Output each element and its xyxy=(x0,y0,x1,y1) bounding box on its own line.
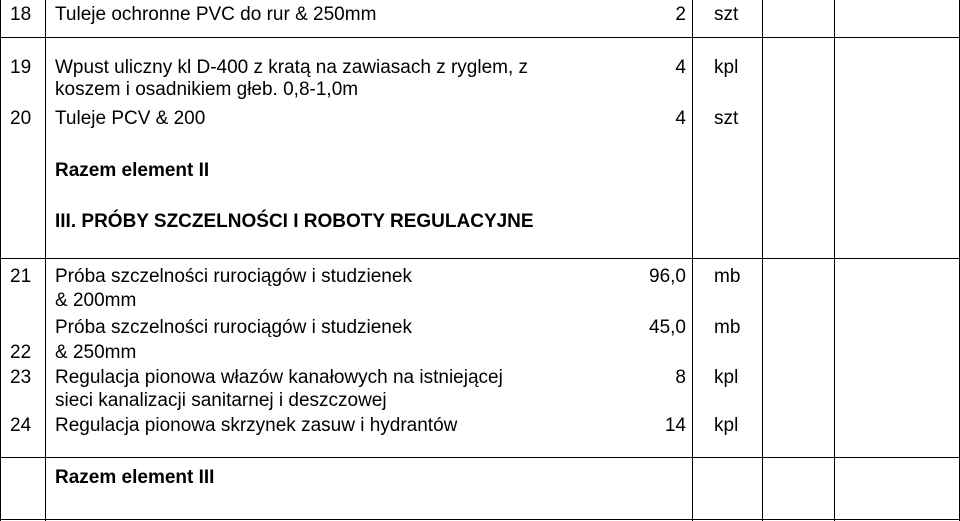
row-unit: szt xyxy=(714,4,739,25)
column-divider-nr xyxy=(45,0,46,521)
summary-element-2: Razem element II xyxy=(55,160,210,181)
row-description: Próba szczelności rurociągów i studzienek xyxy=(55,266,412,287)
row-description: sieci kanalizacji sanitarnej i deszczowej xyxy=(55,390,387,411)
row-description: Tuleje PCV & 200 xyxy=(55,108,206,129)
row-unit: szt xyxy=(714,108,739,129)
row-description: & 200mm xyxy=(55,290,137,311)
row-number: 24 xyxy=(10,415,32,436)
row-divider xyxy=(0,258,960,259)
row-description: Wpust uliczny kl D-400 z kratą na zawiasach z ryglem, z xyxy=(55,57,529,78)
column-divider-desc xyxy=(692,0,693,521)
row-quantity: 14 xyxy=(664,415,686,436)
row-description: Regulacja pionowa skrzynek zasuw i hydrantów xyxy=(55,415,458,436)
row-description: Próba szczelności rurociągów i studzienek xyxy=(55,317,412,338)
row-quantity: 45,0 xyxy=(649,317,686,338)
row-description: Regulacja pionowa włazów kanałowych na istniejącej xyxy=(55,367,503,388)
row-divider xyxy=(0,457,960,458)
row-description: & 250mm xyxy=(55,342,137,363)
row-number: 21 xyxy=(10,266,32,287)
section-3-title: III. PRÓBY SZCZELNOŚCI I ROBOTY REGULACYJNE xyxy=(55,211,534,232)
table-border-left xyxy=(0,0,1,521)
row-number: 18 xyxy=(10,4,32,25)
row-quantity: 4 xyxy=(675,57,686,78)
row-unit: kpl xyxy=(714,367,739,388)
row-divider xyxy=(0,37,960,38)
row-unit: kpl xyxy=(714,415,739,436)
row-description: Tuleje ochronne PVC do rur & 250mm xyxy=(55,4,377,25)
summary-element-3: Razem element III xyxy=(55,467,215,488)
row-unit: kpl xyxy=(714,57,739,78)
row-number: 20 xyxy=(10,108,32,129)
row-quantity: 96,0 xyxy=(649,266,686,287)
row-description: koszem i osadnikiem głeb. 0,8-1,0m xyxy=(55,79,359,100)
row-number: 23 xyxy=(10,367,32,388)
column-divider-price xyxy=(834,0,835,521)
row-number: 19 xyxy=(10,57,32,78)
column-divider-unit xyxy=(762,0,763,521)
row-quantity: 4 xyxy=(675,108,686,129)
table-border-bottom xyxy=(0,519,960,520)
row-quantity: 8 xyxy=(675,367,686,388)
row-number: 22 xyxy=(10,342,32,363)
row-unit: mb xyxy=(714,317,741,338)
row-unit: mb xyxy=(714,266,741,287)
row-quantity: 2 xyxy=(675,4,686,25)
